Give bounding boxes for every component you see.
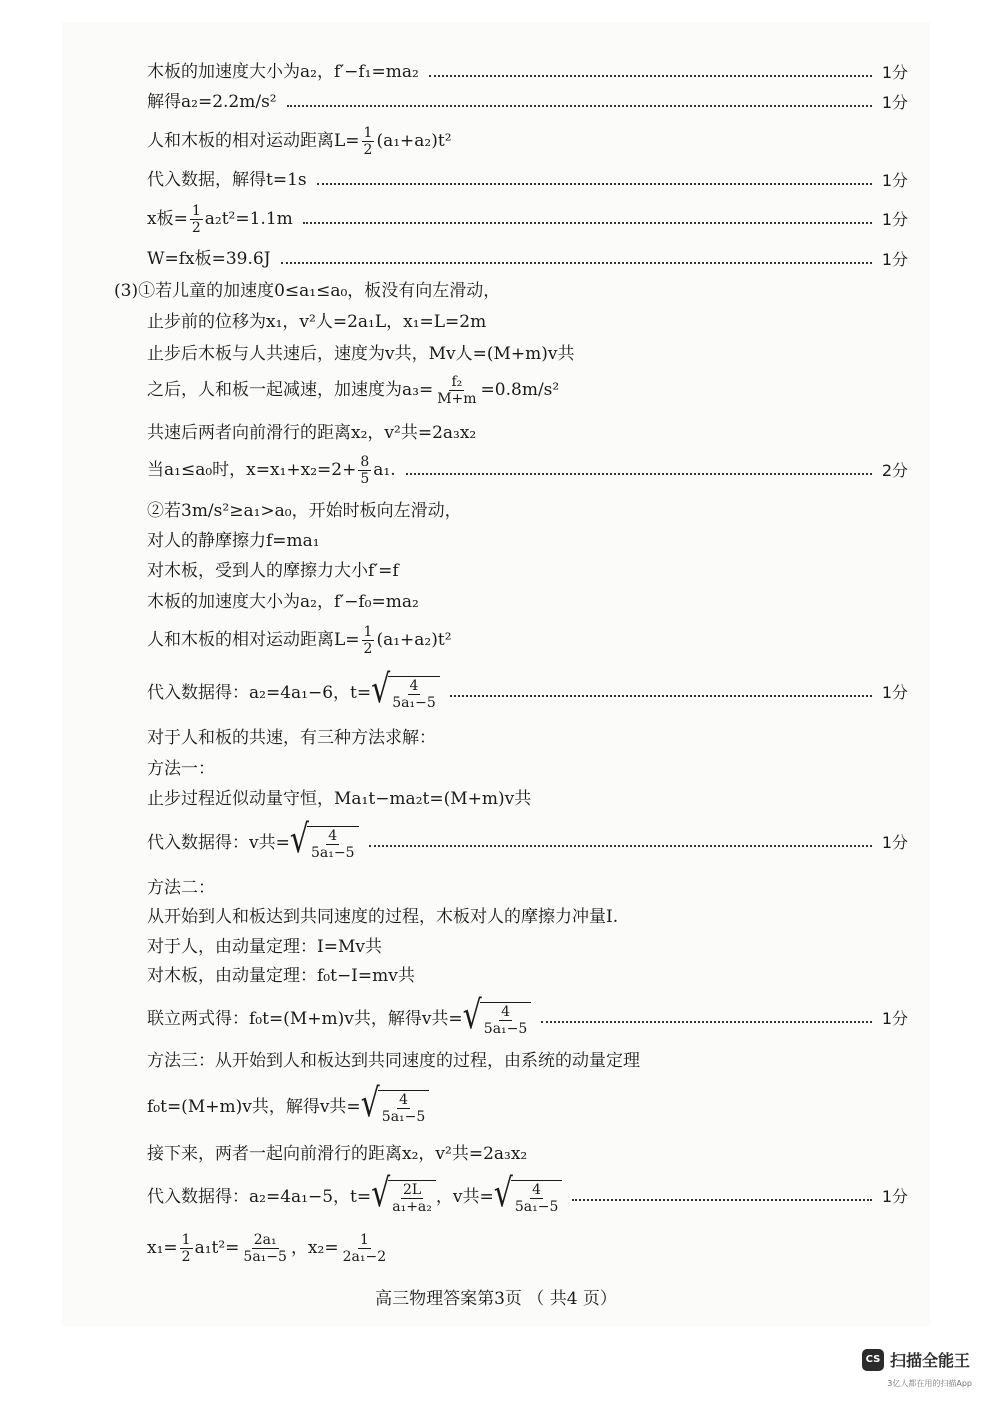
dot-leader <box>317 183 872 185</box>
fraction-half: $\frac{1}{2}$ <box>191 203 201 236</box>
fraction: $\frac{8}{5}$ <box>360 454 370 487</box>
solution-line: 止步后木板与人共速后，速度为v共，Mv人=(M+m)v共 <box>147 344 575 364</box>
square-root: √ $\frac{4}{\text{5a₁−5}}$ <box>371 676 440 710</box>
score: 1分 <box>881 209 908 229</box>
solution-line: 共速后两者向前滑行的距离x₂，v²共=2a₃x₂ <box>147 423 477 443</box>
camscanner-logo-icon: CS <box>862 1349 884 1371</box>
fraction: $\frac{1}{\text{2a₁−2}}$ <box>342 1232 387 1265</box>
dot-leader <box>406 473 872 475</box>
solution-line: 人和木板的相对运动距离L= $\frac{1}{2}$ (a₁+a₂)t² <box>147 624 452 657</box>
solution-line: W=fx板=39.6J 1分 <box>147 249 908 269</box>
solution-line: 代入数据得：v共= √ $\frac{4}{\text{5a₁−5}}$ 1分 <box>147 817 908 863</box>
square-root: √ $\frac{2L}{\text{a₁+a₂}}$ <box>371 1180 436 1214</box>
solution-line: 止步前的位移为x₁，v²人=2a₁L，x₁=L=2m <box>147 312 487 332</box>
solution-line: 从开始到人和板达到共同速度的过程，木板对人的摩擦力冲量I. <box>147 907 619 927</box>
solution-line: 止步过程近似动量守恒，Ma₁t−ma₂t=(M+m)v共 <box>147 789 532 809</box>
score: 1分 <box>881 683 908 702</box>
solution-line: 方法一： <box>147 759 215 779</box>
solution-line: x₁= $\frac{1}{2}$ a₁t²= $\frac{\text{2a₁}}{\text{5a₁−5}}$ ，x₂= $\frac{1}{\text{2a₁−2}}$ <box>147 1232 387 1265</box>
solution-line: f₀t=(M+m)v共，解得v共= √ $\frac{4}{\text{5a₁−5}}$ <box>147 1090 908 1124</box>
fraction: $\frac{\text{f₂}}{M+m}$ <box>437 374 477 407</box>
dot-leader <box>303 222 872 224</box>
dot-leader <box>287 105 872 107</box>
solution-line: 代入数据，解得t=1s 1分 <box>147 170 908 190</box>
fraction: $\frac{\text{2a₁}}{\text{5a₁−5}}$ <box>243 1232 287 1265</box>
square-root: √ $\frac{4}{\text{5a₁−5}}$ <box>494 1180 563 1214</box>
dot-leader <box>281 262 872 264</box>
solution-line: 当a₁≤a₀时，x=x₁+x₂=2+ $\frac{8}{5}$ a₁. 2分 <box>147 454 908 487</box>
square-root: √ $\frac{4}{\text{5a₁−5}}$ <box>463 1002 532 1036</box>
solution-line: 代入数据得：a₂=4a₁−5，t= √ $\frac{2L}{\text{a₁+a₂}}$ ，v共= √ $\frac{4}{\text{5a₁−5}}$ 1分 <box>147 1171 908 1217</box>
watermark-tagline: 3亿人都在用的扫描App <box>887 1379 972 1388</box>
solution-line: 对于人和板的共速，有三种方法求解： <box>147 728 436 748</box>
solution-line: 木板的加速度大小为a₂，f′−f₁=ma₂ 1分 <box>147 62 908 82</box>
dot-leader <box>541 1021 872 1023</box>
fraction-half: $\frac{1}{2}$ <box>181 1232 191 1265</box>
score: 1分 <box>881 833 908 852</box>
dot-leader <box>572 1199 871 1201</box>
solution-line: 对木板，由动量定理：f₀t−I=mv共 <box>147 966 415 986</box>
solution-line: 之后，人和板一起减速，加速度为a₃= $\frac{\text{f₂}}{M+m}$ =0.8m/s² <box>147 374 560 407</box>
solution-line: 方法二： <box>147 878 215 898</box>
score: 1分 <box>881 1187 908 1206</box>
score: 1分 <box>881 62 908 82</box>
solution-line: x板= $\frac{1}{2}$ a₂t²=1.1m 1分 <box>147 203 908 236</box>
score: 1分 <box>881 92 908 112</box>
solution-line: 对人的静摩擦力f=ma₁ <box>147 531 320 551</box>
watermark-name: 扫描全能王 <box>889 1351 970 1370</box>
solution-line: 对木板，受到人的摩擦力大小f′=f <box>147 561 399 581</box>
scanner-watermark <box>862 1348 970 1371</box>
solution-line: 人和木板的相对运动距离L= $\frac{1}{2}$ (a₁+a₂)t² <box>147 125 452 158</box>
solution-line: (3)①若儿童的加速度0≤a₁≤a₀，板没有向左滑动， <box>114 281 501 301</box>
solution-line: 对于人，由动量定理：I=Mv共 <box>147 937 382 957</box>
dot-leader <box>450 695 872 697</box>
square-root: √ $\frac{4}{\text{5a₁−5}}$ <box>361 1090 430 1124</box>
solution-line: 联立两式得：f₀t=(M+m)v共，解得v共= √ $\frac{4}{\text{5a₁−5}}$ 1分 <box>147 993 908 1039</box>
solution-line: 方法三：从开始到人和板达到共同速度的过程，由系统的动量定理 <box>147 1051 640 1071</box>
solution-line: 接下来，两者一起向前滑行的距离x₂，v²共=2a₃x₂ <box>147 1144 528 1164</box>
square-root: √ $\frac{4}{\text{5a₁−5}}$ <box>290 826 359 860</box>
solution-line: 解得a₂=2.2m/s² 1分 <box>147 92 908 112</box>
dot-leader <box>369 845 872 847</box>
score: 1分 <box>881 1009 908 1028</box>
score: 1分 <box>881 249 908 269</box>
page-footer: 高三物理答案第3页 （ 共4 页） <box>375 1289 617 1309</box>
score: 1分 <box>881 170 908 190</box>
score: 2分 <box>881 460 908 480</box>
solution-line: ②若3m/s²≥a₁>a₀，开始时板向左滑动， <box>147 501 462 521</box>
solution-line: 代入数据得：a₂=4a₁−6，t= √ $\frac{4}{\text{5a₁−5}}$ 1分 <box>147 667 908 713</box>
dot-leader <box>429 75 872 77</box>
fraction-half: $\frac{1}{2}$ <box>363 125 373 158</box>
solution-line: 木板的加速度大小为a₂，f′−f₀=ma₂ <box>147 592 419 612</box>
fraction-half: $\frac{1}{2}$ <box>363 624 373 657</box>
